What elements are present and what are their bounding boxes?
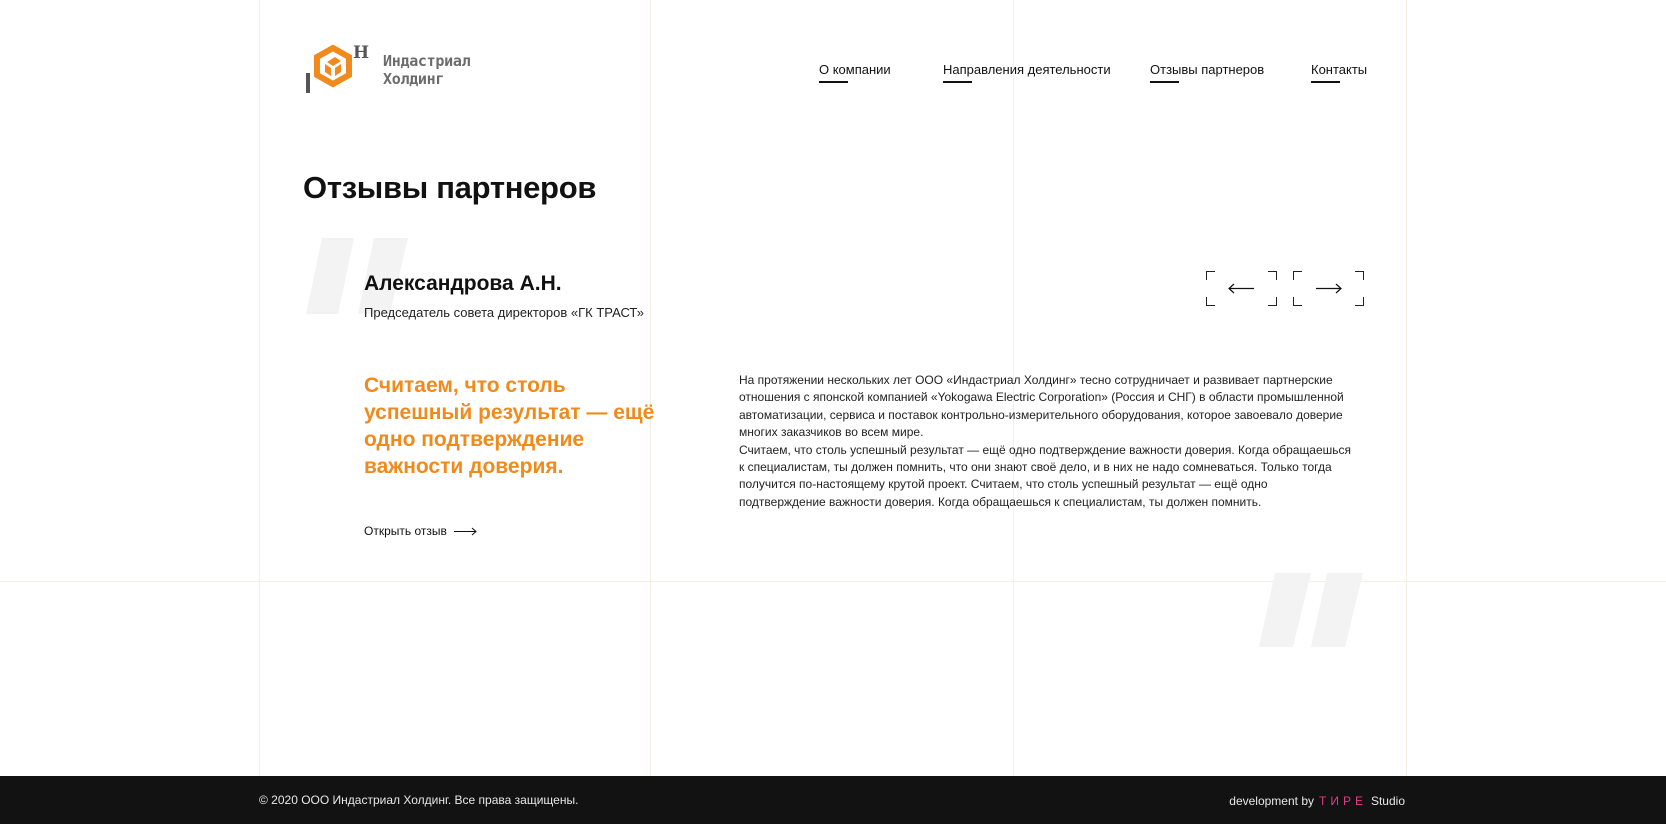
reviewer-role: Председатель совета директоров «ГК ТРАСТ»	[364, 305, 645, 320]
logo-line-2: Холдинг	[383, 70, 445, 88]
nav-item-directions[interactable]: Направления деятельности	[943, 62, 1111, 77]
arrow-right-icon	[454, 527, 477, 536]
logo-line-1: Индастриал	[383, 52, 471, 70]
dev-brand-logo: ТИРЕ	[1319, 794, 1367, 808]
grid-line	[1406, 0, 1407, 776]
nav-item-contacts[interactable]: Контакты	[1311, 62, 1368, 77]
copyright-text: © 2020 ООО Индастриал Холдинг. Все права защищены.	[259, 793, 579, 807]
reviewer-name: Александрова А.Н.	[364, 272, 562, 295]
dev-prefix: development by	[1229, 794, 1314, 808]
main-nav	[0, 62, 1666, 86]
nav-item-about[interactable]: О компании	[819, 62, 891, 77]
closing-quote-icon	[1259, 573, 1365, 647]
grid-line	[259, 0, 260, 776]
developer-credit[interactable]	[1229, 794, 1405, 808]
svg-text:H: H	[353, 43, 370, 63]
grid-line	[0, 581, 1666, 582]
review-highlight-quote: Считаем, что столь успешный результат — ещё одно подтверждение важности доверия.	[364, 374, 655, 478]
site-footer	[0, 776, 1666, 824]
arrow-left-icon	[1228, 283, 1255, 294]
review-body	[739, 372, 1357, 511]
open-review-label: Открыть отзыв	[364, 524, 447, 538]
prev-review-button[interactable]	[1206, 271, 1277, 306]
review-paragraph: Считаем, что столь успешный результат — ещё одно подтверждение важности доверия. Когда обращаешься к специалистам, ты должен помнить, что они знают своё дело, и в них не надо сомневаться. Только тогда получится по-настоящему крутой проект. Считаем, что столь успешный результат — ещё одно подтверждение важности доверия. Когда обращаешься к специалистам, ты должен помнить.	[739, 442, 1352, 509]
dev-suffix: Studio	[1370, 794, 1405, 808]
arrow-right-icon	[1315, 283, 1342, 294]
next-review-button[interactable]	[1293, 271, 1364, 306]
review-paragraph: На протяжении нескольких лет ООО «Индастриал Холдинг» тесно сотрудничает и развивает партнерские отношения с японской компанией «Yokogawa Electric Corporation» (Россия и СНГ) в области промышленной автоматизации, сервиса и поставок контрольно-измерительного оборудования, которое завоевало доверие многих заказчиков во всем мире.	[739, 373, 1344, 440]
nav-item-reviews[interactable]: Отзывы партнеров	[1150, 62, 1265, 77]
page-title: Отзывы партнеров	[303, 170, 597, 205]
open-review-link[interactable]	[364, 524, 477, 538]
